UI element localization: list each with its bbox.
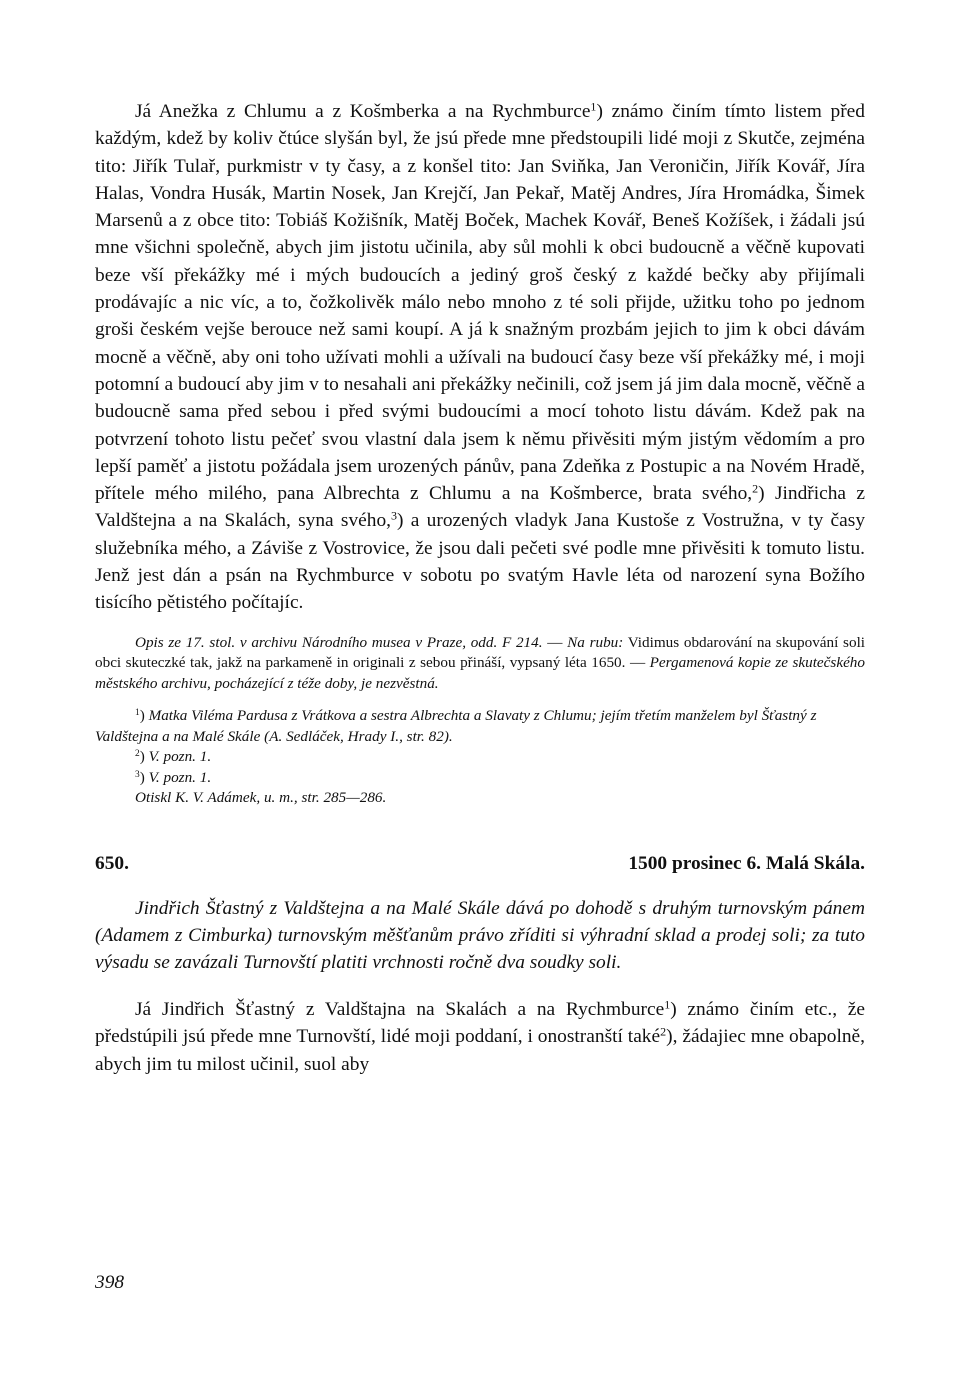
footnotes bbox=[95, 706, 865, 809]
text-run: ) a urozených vladyk Jana Kustoše z Vostružna, v ty časy služebníka mého, a Záviše z Vostrovice, že jsou dali pečeti své podle mne přivěsiti k tomuto listu. Jenž jest dán a psán na Rychmburce v sobotu po svatým Havle léta od narození syna Božího tisícího pětistého počítajíc. bbox=[95, 510, 866, 614]
charter-text-2: Já Jindřich Šťastný z Valdštajna na Skalách a na Rychmburce$^1$) známo činím etc., že předstúpili jsú přede mne Turnovští, lidé moji poddaní, i onostranští také$^2$), žádajiec mne obapolně, abych jim tu milost učinil, suol aby bbox=[95, 997, 866, 1075]
footnote-2: $^2$) V. pozn. 1. bbox=[135, 748, 212, 766]
rubric-label: Na rubu: bbox=[567, 633, 624, 651]
source-citation: Opis ze 17. stol. v archivu Národního musea v Praze, odd. F 214. bbox=[135, 633, 543, 651]
copy-note: Pergamenová kopie ze skutečského městského archivu, pocházející z téže doby, je nezvěstná. bbox=[95, 654, 865, 692]
source-note: Opis ze 17. stol. v archivu Národního musea v Praze, odd. F 214. — Na rubu: Vidimus obdarování na skupování soli obci skuteczké tak, jakž na parkameně in originali z sebou přináší, vypsaný léta 1650. — Pergamenová kopie ze skutečského městského archivu, pocházející z téže doby, je nezvěstná. bbox=[95, 633, 866, 692]
footnote-ref-1[interactable]: 1 bbox=[590, 99, 597, 114]
regest: Jindřich Šťastný z Valdštejna a na Malé Skále dává po dohodě s druhým turnovským pánem (Adamem z Cimburka) turnovským měšťanům právo zříditi si výhradní sklad a prodej soli; za tuto výsadu se zavázali Turnovští platiti vrchnosti ročně dva soudky soli. bbox=[95, 897, 865, 974]
footnote-1: $^1$) Matka Viléma Pardusa z Vrátkova a sestra Albrechta a Slavaty z Chlumu; jejím třetím manželem byl Šťastný z Valdštejna a na Malé Skále (A. Sedláček, Hrady I., str. 82). bbox=[95, 707, 817, 745]
footnote-ref-1[interactable]: 1 bbox=[664, 997, 671, 1012]
footnote-ref-2[interactable]: 2 bbox=[660, 1024, 667, 1039]
charter-text bbox=[95, 98, 865, 617]
footnote-3: $^3$) V. pozn. 1. bbox=[135, 768, 212, 786]
page-content bbox=[95, 98, 865, 1078]
page-number: 398 bbox=[95, 1272, 125, 1293]
text-run: Já Anežka z Chlumu a z Košmberka a na Rychmburce bbox=[135, 101, 591, 122]
edition-note: Otiskl K. V. Adámek, u. m., str. 285—286. bbox=[135, 789, 387, 807]
charter-heading bbox=[95, 853, 865, 875]
footnote-ref-2[interactable]: 2 bbox=[752, 481, 759, 496]
footnote-ref-3[interactable]: 3 bbox=[391, 508, 398, 523]
charter-number: 650. bbox=[95, 852, 129, 874]
charter-date-place: 1500 prosinec 6. Malá Skála. bbox=[628, 852, 865, 874]
text-run: ) známo činím tímto listem před každým, kdež by koliv čtúce slyšán byl, že jsú přede mne předstoupili lidé moji z Skutče, zejména tito: Jiřík Tulař, purkmistr v ty časy, a z konšel tito: Jan Sviňka, Jan Veroničin, Jiřík Kovář, Jíra Halas, Vondra Husák, Martin Nosek, Jan Krejčí, Jan Pekař, Matěj Andres, Jíra Hromádka, Šimek Marsenů a z obce tito: Tobiáš Kožišník, Matěj Boček, Machek Kovář, Beneš Kožíšek, i žádali jsú mne všichni společně, abych jim jistotu učinila, aby sůl mohli k obci budoucně a věčně kupovati beze vší překážky mé i mých budoucích a jediný groš český z každé bečky aby přijímali prodávajíc a nic víc, a to, čožkolivěk málo nebo mnoho z té soli přijde, užitku toho po jednom groši českém vejše berouce než sami koupí. A já k snažným prozbám jejich to jim k obci dávám mocně a věčně, aby oni toho užívati mohli a užívali na budoucí časy beze vší překážky mé, i moji potomní a budoucí aby jim v to nesahali ani překážky nečinili, což jsem já jim dala mocně, věčně a budoucně sama před sebou i před svými budoucími a mocí tohoto listu dávám. Kdež pak na potvrzení tohoto listu pečeť svou vlastní dala jsem k němu přivěsiti mým jistým vědomím a pro lepší paměť a jistotu požádala jsem urozených pánův, pana Zdeňka z Postupic a na Novém Hradě, přítele mého milého, pana Albrechta z Chlumu a na Košmberce, brata svého, bbox=[95, 101, 865, 505]
text-run: ) Jindřicha z Valdštejna a na Skalách, syna svého, bbox=[95, 483, 865, 532]
rubric-text: Vidimus obdarování na skupování soli obci skuteczké tak, jakž na parkameně in originali z sebou přináší, vypsaný léta 1650. bbox=[95, 633, 866, 672]
